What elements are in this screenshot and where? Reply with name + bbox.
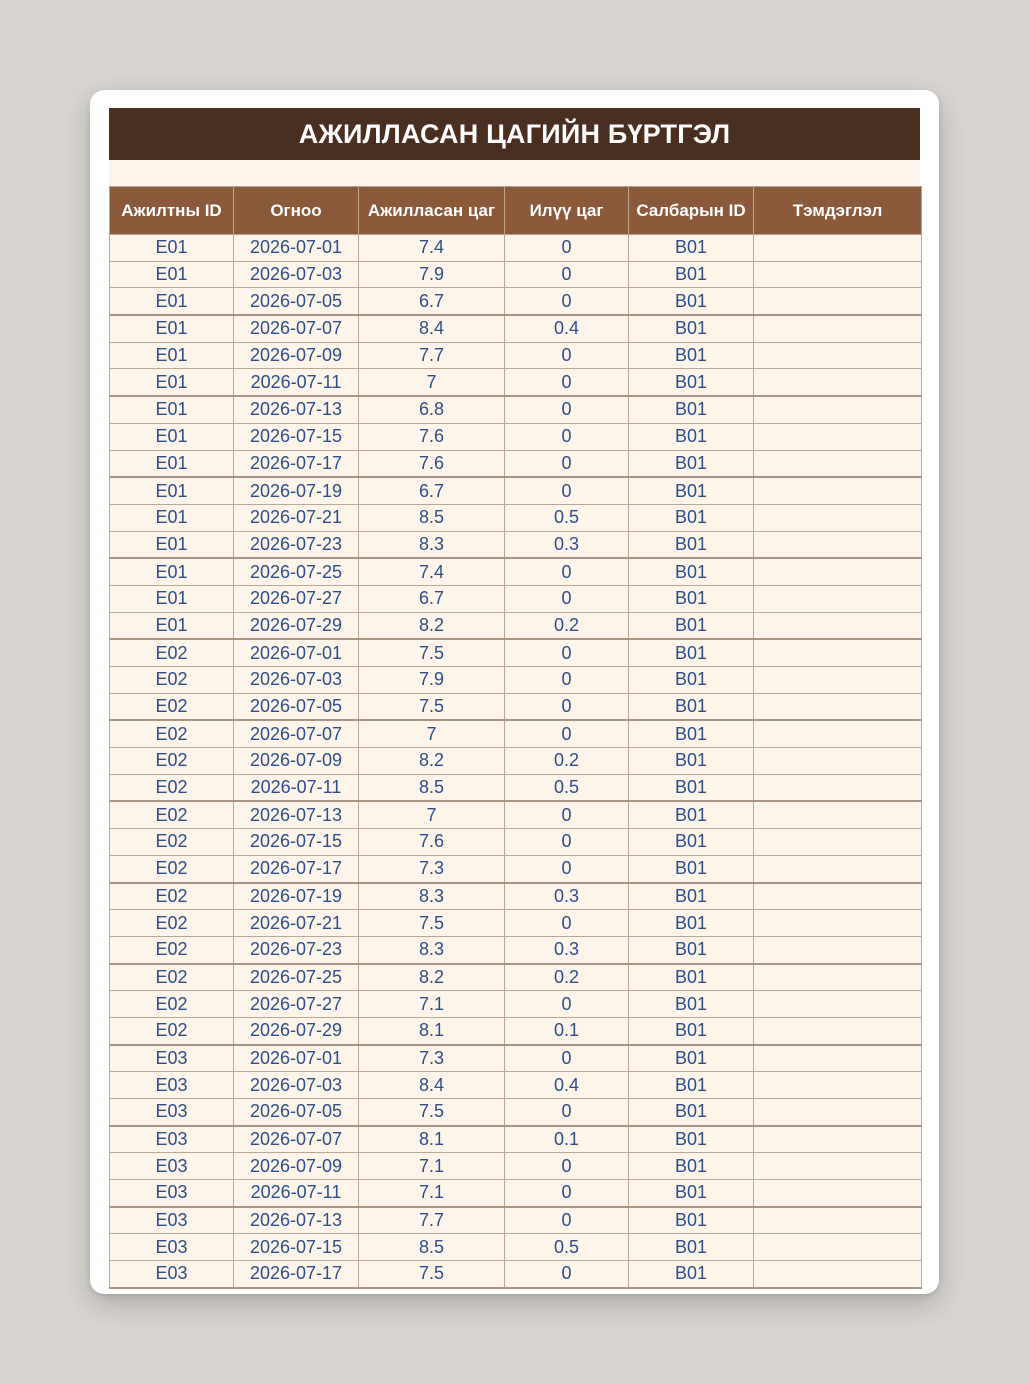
table-row (110, 612, 922, 639)
date-cell[interactable]: 2026-07-17 (234, 450, 359, 477)
table-row (110, 1180, 922, 1207)
branch-id-cell[interactable]: B01 (629, 558, 754, 585)
notes-cell[interactable] (754, 315, 922, 342)
overtime-cell[interactable]: 0 (505, 585, 629, 612)
table-row (110, 423, 922, 450)
date-cell[interactable]: 2026-07-11 (234, 774, 359, 801)
branch-id-cell[interactable]: B01 (629, 1126, 754, 1153)
branch-id-cell[interactable]: B01 (629, 855, 754, 882)
date-cell[interactable]: 2026-07-03 (234, 667, 359, 694)
table-row (110, 450, 922, 477)
branch-id-cell[interactable]: B01 (629, 531, 754, 558)
hours-worked-cell[interactable]: 7.5 (359, 693, 505, 720)
overtime-cell[interactable]: 0 (505, 423, 629, 450)
hours-worked-cell[interactable]: 7.5 (359, 1261, 505, 1288)
date-cell[interactable]: 2026-07-21 (234, 910, 359, 937)
overtime-cell[interactable]: 0 (505, 235, 629, 262)
date-cell[interactable]: 2026-07-25 (234, 558, 359, 585)
date-cell[interactable]: 2026-07-01 (234, 639, 359, 666)
employee-id-cell[interactable]: E01 (110, 288, 234, 315)
date-cell[interactable]: 2026-07-19 (234, 477, 359, 504)
notes-cell[interactable] (754, 1072, 922, 1099)
branch-id-cell[interactable]: B01 (629, 261, 754, 288)
table-row (110, 1207, 922, 1234)
employee-id-cell[interactable]: E03 (110, 1099, 234, 1126)
notes-cell[interactable] (754, 450, 922, 477)
branch-id-cell[interactable]: B01 (629, 910, 754, 937)
branch-id-cell[interactable]: B01 (629, 720, 754, 747)
table-row (110, 1045, 922, 1072)
worksheet-page (90, 90, 939, 1294)
work-hours-table (109, 186, 922, 1289)
employee-id-cell[interactable]: E02 (110, 720, 234, 747)
employee-id-cell[interactable]: E01 (110, 315, 234, 342)
date-cell[interactable]: 2026-07-19 (234, 883, 359, 910)
notes-cell[interactable] (754, 667, 922, 694)
notes-cell[interactable] (754, 423, 922, 450)
employee-id-cell[interactable]: E03 (110, 1234, 234, 1261)
hours-worked-cell[interactable]: 8.1 (359, 1126, 505, 1153)
date-cell[interactable]: 2026-07-15 (234, 1234, 359, 1261)
overtime-cell[interactable]: 0 (505, 693, 629, 720)
overtime-cell[interactable]: 0 (505, 450, 629, 477)
overtime-cell[interactable]: 0.5 (505, 504, 629, 531)
date-cell[interactable]: 2026-07-21 (234, 504, 359, 531)
notes-cell[interactable] (754, 558, 922, 585)
hours-worked-cell[interactable]: 8.2 (359, 612, 505, 639)
hours-worked-cell[interactable]: 7.9 (359, 261, 505, 288)
branch-id-cell[interactable]: B01 (629, 639, 754, 666)
table-row (110, 1017, 922, 1044)
employee-id-cell[interactable]: E02 (110, 883, 234, 910)
table-row (110, 1126, 922, 1153)
branch-id-cell[interactable]: B01 (629, 1207, 754, 1234)
date-cell[interactable]: 2026-07-29 (234, 612, 359, 639)
employee-id-cell[interactable]: E02 (110, 1017, 234, 1044)
overtime-cell[interactable]: 0.2 (505, 748, 629, 775)
branch-id-cell[interactable]: B01 (629, 1234, 754, 1261)
table-row (110, 883, 922, 910)
table-row (110, 504, 922, 531)
branch-id-cell[interactable]: B01 (629, 883, 754, 910)
hours-worked-cell[interactable]: 7.3 (359, 1045, 505, 1072)
employee-id-cell[interactable]: E03 (110, 1045, 234, 1072)
overtime-cell[interactable]: 0 (505, 1099, 629, 1126)
hours-worked-cell[interactable]: 8.5 (359, 774, 505, 801)
hours-worked-cell[interactable]: 7.7 (359, 1207, 505, 1234)
overtime-cell[interactable]: 0 (505, 720, 629, 747)
notes-cell[interactable] (754, 261, 922, 288)
date-cell[interactable]: 2026-07-09 (234, 748, 359, 775)
branch-id-cell[interactable]: B01 (629, 342, 754, 369)
overtime-cell[interactable]: 0 (505, 477, 629, 504)
overtime-cell[interactable]: 0 (505, 342, 629, 369)
employee-id-cell[interactable]: E02 (110, 748, 234, 775)
overtime-cell[interactable]: 0 (505, 396, 629, 423)
hours-worked-cell[interactable]: 6.7 (359, 585, 505, 612)
col-header-overtime[interactable]: Илүү цаг (505, 187, 629, 235)
employee-id-cell[interactable]: E03 (110, 1072, 234, 1099)
employee-id-cell[interactable]: E02 (110, 693, 234, 720)
branch-id-cell[interactable]: B01 (629, 585, 754, 612)
table-header-row (110, 187, 922, 235)
overtime-cell[interactable]: 0 (505, 261, 629, 288)
hours-worked-cell[interactable]: 6.8 (359, 396, 505, 423)
table-row (110, 667, 922, 694)
employee-id-cell[interactable]: E02 (110, 639, 234, 666)
table-row (110, 693, 922, 720)
notes-cell[interactable] (754, 829, 922, 856)
hours-worked-cell[interactable]: 7.5 (359, 639, 505, 666)
notes-cell[interactable] (754, 720, 922, 747)
date-cell[interactable]: 2026-07-05 (234, 288, 359, 315)
overtime-cell[interactable]: 0.1 (505, 1126, 629, 1153)
col-header-branch-id[interactable]: Салбарын ID (629, 187, 754, 235)
date-cell[interactable]: 2026-07-27 (234, 991, 359, 1018)
notes-cell[interactable] (754, 369, 922, 396)
hours-worked-cell[interactable]: 7.4 (359, 235, 505, 262)
date-cell[interactable]: 2026-07-11 (234, 369, 359, 396)
date-cell[interactable]: 2026-07-07 (234, 1126, 359, 1153)
hours-worked-cell[interactable]: 8.4 (359, 1072, 505, 1099)
hours-worked-cell[interactable]: 7.5 (359, 910, 505, 937)
notes-cell[interactable] (754, 801, 922, 828)
hours-worked-cell[interactable]: 6.7 (359, 477, 505, 504)
overtime-cell[interactable]: 0.3 (505, 531, 629, 558)
branch-id-cell[interactable]: B01 (629, 315, 754, 342)
branch-id-cell[interactable]: B01 (629, 450, 754, 477)
table-row (110, 531, 922, 558)
hours-worked-cell[interactable]: 7.1 (359, 991, 505, 1018)
hours-worked-cell[interactable]: 8.3 (359, 883, 505, 910)
overtime-cell[interactable]: 0.5 (505, 774, 629, 801)
notes-cell[interactable] (754, 910, 922, 937)
notes-cell[interactable] (754, 504, 922, 531)
employee-id-cell[interactable]: E02 (110, 829, 234, 856)
notes-cell[interactable] (754, 1261, 922, 1288)
table-row (110, 558, 922, 585)
employee-id-cell[interactable]: E01 (110, 558, 234, 585)
date-cell[interactable]: 2026-07-25 (234, 964, 359, 991)
branch-id-cell[interactable]: B01 (629, 748, 754, 775)
table-row (110, 829, 922, 856)
employee-id-cell[interactable]: E01 (110, 504, 234, 531)
hours-worked-cell[interactable]: 7.9 (359, 667, 505, 694)
notes-cell[interactable] (754, 1099, 922, 1126)
branch-id-cell[interactable]: B01 (629, 693, 754, 720)
branch-id-cell[interactable]: B01 (629, 1153, 754, 1180)
employee-id-cell[interactable]: E01 (110, 261, 234, 288)
hours-worked-cell[interactable]: 6.7 (359, 288, 505, 315)
table-row (110, 369, 922, 396)
employee-id-cell[interactable]: E02 (110, 964, 234, 991)
notes-cell[interactable] (754, 1045, 922, 1072)
notes-cell[interactable] (754, 1207, 922, 1234)
table-body (110, 235, 922, 1288)
overtime-cell[interactable]: 0 (505, 558, 629, 585)
overtime-cell[interactable]: 0.3 (505, 936, 629, 963)
overtime-cell[interactable]: 0 (505, 639, 629, 666)
table-row (110, 1261, 922, 1288)
employee-id-cell[interactable]: E01 (110, 585, 234, 612)
date-cell[interactable]: 2026-07-17 (234, 1261, 359, 1288)
employee-id-cell[interactable]: E03 (110, 1261, 234, 1288)
table-row (110, 261, 922, 288)
table-row (110, 748, 922, 775)
notes-cell[interactable] (754, 964, 922, 991)
hours-worked-cell[interactable]: 8.5 (359, 504, 505, 531)
date-cell[interactable]: 2026-07-01 (234, 235, 359, 262)
date-cell[interactable]: 2026-07-11 (234, 1180, 359, 1207)
branch-id-cell[interactable]: B01 (629, 774, 754, 801)
employee-id-cell[interactable]: E02 (110, 855, 234, 882)
date-cell[interactable]: 2026-07-13 (234, 801, 359, 828)
notes-cell[interactable] (754, 1126, 922, 1153)
hours-worked-cell[interactable]: 7.6 (359, 423, 505, 450)
overtime-cell[interactable]: 0.2 (505, 612, 629, 639)
notes-cell[interactable] (754, 1234, 922, 1261)
employee-id-cell[interactable]: E01 (110, 531, 234, 558)
overtime-cell[interactable]: 0 (505, 910, 629, 937)
employee-id-cell[interactable]: E03 (110, 1180, 234, 1207)
employee-id-cell[interactable]: E01 (110, 396, 234, 423)
notes-cell[interactable] (754, 396, 922, 423)
branch-id-cell[interactable]: B01 (629, 1261, 754, 1288)
date-cell[interactable]: 2026-07-23 (234, 936, 359, 963)
notes-cell[interactable] (754, 774, 922, 801)
employee-id-cell[interactable]: E03 (110, 1153, 234, 1180)
table-row (110, 991, 922, 1018)
hours-worked-cell[interactable]: 7.4 (359, 558, 505, 585)
hours-worked-cell[interactable]: 7.5 (359, 1099, 505, 1126)
hours-worked-cell[interactable]: 8.3 (359, 531, 505, 558)
date-cell[interactable]: 2026-07-13 (234, 1207, 359, 1234)
employee-id-cell[interactable]: E02 (110, 910, 234, 937)
overtime-cell[interactable]: 0.1 (505, 1017, 629, 1044)
overtime-cell[interactable]: 0 (505, 369, 629, 396)
hours-worked-cell[interactable]: 7.3 (359, 855, 505, 882)
overtime-cell[interactable]: 0 (505, 855, 629, 882)
branch-id-cell[interactable]: B01 (629, 936, 754, 963)
notes-cell[interactable] (754, 883, 922, 910)
employee-id-cell[interactable]: E02 (110, 801, 234, 828)
date-cell[interactable]: 2026-07-03 (234, 261, 359, 288)
overtime-cell[interactable]: 0 (505, 1207, 629, 1234)
table-row (110, 342, 922, 369)
table-row (110, 774, 922, 801)
overtime-cell[interactable]: 0 (505, 991, 629, 1018)
employee-id-cell[interactable]: E01 (110, 235, 234, 262)
hours-worked-cell[interactable]: 8.3 (359, 936, 505, 963)
branch-id-cell[interactable]: B01 (629, 612, 754, 639)
branch-id-cell[interactable]: B01 (629, 1180, 754, 1207)
branch-id-cell[interactable]: B01 (629, 423, 754, 450)
table-row (110, 288, 922, 315)
overtime-cell[interactable]: 0.2 (505, 964, 629, 991)
hours-worked-cell[interactable]: 8.2 (359, 964, 505, 991)
table-row (110, 801, 922, 828)
date-cell[interactable]: 2026-07-05 (234, 693, 359, 720)
overtime-cell[interactable]: 0 (505, 1153, 629, 1180)
table-row (110, 936, 922, 963)
branch-id-cell[interactable]: B01 (629, 1072, 754, 1099)
branch-id-cell[interactable]: B01 (629, 1045, 754, 1072)
branch-id-cell[interactable]: B01 (629, 667, 754, 694)
table-row (110, 1234, 922, 1261)
hours-worked-cell[interactable]: 7 (359, 369, 505, 396)
date-cell[interactable]: 2026-07-09 (234, 342, 359, 369)
notes-cell[interactable] (754, 639, 922, 666)
notes-cell[interactable] (754, 342, 922, 369)
notes-cell[interactable] (754, 1153, 922, 1180)
notes-cell[interactable] (754, 235, 922, 262)
table-row (110, 855, 922, 882)
overtime-cell[interactable]: 0 (505, 1045, 629, 1072)
employee-id-cell[interactable]: E01 (110, 423, 234, 450)
date-cell[interactable]: 2026-07-07 (234, 315, 359, 342)
date-cell[interactable]: 2026-07-15 (234, 829, 359, 856)
notes-cell[interactable] (754, 693, 922, 720)
sheet-title: АЖИЛЛАСАН ЦАГИЙН БҮРТГЭЛ (109, 108, 920, 160)
overtime-cell[interactable]: 0.5 (505, 1234, 629, 1261)
notes-cell[interactable] (754, 1180, 922, 1207)
col-header-date[interactable]: Огноо (234, 187, 359, 235)
notes-cell[interactable] (754, 936, 922, 963)
hours-worked-cell[interactable]: 8.5 (359, 1234, 505, 1261)
notes-cell[interactable] (754, 1017, 922, 1044)
branch-id-cell[interactable]: B01 (629, 964, 754, 991)
date-cell[interactable]: 2026-07-13 (234, 396, 359, 423)
date-cell[interactable]: 2026-07-09 (234, 1153, 359, 1180)
branch-id-cell[interactable]: B01 (629, 235, 754, 262)
hours-worked-cell[interactable]: 8.2 (359, 748, 505, 775)
employee-id-cell[interactable]: E01 (110, 612, 234, 639)
branch-id-cell[interactable]: B01 (629, 801, 754, 828)
overtime-cell[interactable]: 0.4 (505, 1072, 629, 1099)
date-cell[interactable]: 2026-07-03 (234, 1072, 359, 1099)
date-cell[interactable]: 2026-07-07 (234, 720, 359, 747)
notes-cell[interactable] (754, 855, 922, 882)
branch-id-cell[interactable]: B01 (629, 396, 754, 423)
notes-cell[interactable] (754, 991, 922, 1018)
date-cell[interactable]: 2026-07-01 (234, 1045, 359, 1072)
table-row (110, 639, 922, 666)
table-row (110, 964, 922, 991)
employee-id-cell[interactable]: E02 (110, 667, 234, 694)
hours-worked-cell[interactable]: 7.6 (359, 450, 505, 477)
employee-id-cell[interactable]: E03 (110, 1126, 234, 1153)
table-row (110, 720, 922, 747)
employee-id-cell[interactable]: E02 (110, 774, 234, 801)
employee-id-cell[interactable]: E01 (110, 477, 234, 504)
notes-cell[interactable] (754, 531, 922, 558)
table-row (110, 477, 922, 504)
branch-id-cell[interactable]: B01 (629, 829, 754, 856)
branch-id-cell[interactable]: B01 (629, 477, 754, 504)
overtime-cell[interactable]: 0 (505, 801, 629, 828)
hours-worked-cell[interactable]: 7.6 (359, 829, 505, 856)
overtime-cell[interactable]: 0 (505, 667, 629, 694)
overtime-cell[interactable]: 0 (505, 1180, 629, 1207)
notes-cell[interactable] (754, 477, 922, 504)
branch-id-cell[interactable]: B01 (629, 369, 754, 396)
overtime-cell[interactable]: 0 (505, 829, 629, 856)
employee-id-cell[interactable]: E02 (110, 991, 234, 1018)
table-row (110, 1099, 922, 1126)
table-row (110, 1072, 922, 1099)
employee-id-cell[interactable]: E02 (110, 936, 234, 963)
employee-id-cell[interactable]: E01 (110, 450, 234, 477)
table-row (110, 910, 922, 937)
table-row (110, 1153, 922, 1180)
overtime-cell[interactable]: 0 (505, 288, 629, 315)
employee-id-cell[interactable]: E01 (110, 342, 234, 369)
col-header-employee-id[interactable]: Ажилтны ID (110, 187, 234, 235)
date-cell[interactable]: 2026-07-27 (234, 585, 359, 612)
date-cell[interactable]: 2026-07-05 (234, 1099, 359, 1126)
overtime-cell[interactable]: 0.4 (505, 315, 629, 342)
col-header-hours-worked[interactable]: Ажилласан цаг (359, 187, 505, 235)
hours-worked-cell[interactable]: 7 (359, 720, 505, 747)
title-spacer-row (109, 160, 920, 186)
notes-cell[interactable] (754, 748, 922, 775)
hours-worked-cell[interactable]: 7.1 (359, 1180, 505, 1207)
notes-cell[interactable] (754, 612, 922, 639)
hours-worked-cell[interactable]: 7.1 (359, 1153, 505, 1180)
employee-id-cell[interactable]: E01 (110, 369, 234, 396)
date-cell[interactable]: 2026-07-23 (234, 531, 359, 558)
overtime-cell[interactable]: 0.3 (505, 883, 629, 910)
hours-worked-cell[interactable]: 8.4 (359, 315, 505, 342)
date-cell[interactable]: 2026-07-15 (234, 423, 359, 450)
branch-id-cell[interactable]: B01 (629, 1017, 754, 1044)
overtime-cell[interactable]: 0 (505, 1261, 629, 1288)
table-row (110, 396, 922, 423)
notes-cell[interactable] (754, 585, 922, 612)
date-cell[interactable]: 2026-07-17 (234, 855, 359, 882)
table-row (110, 585, 922, 612)
notes-cell[interactable] (754, 288, 922, 315)
branch-id-cell[interactable]: B01 (629, 1099, 754, 1126)
table-row (110, 315, 922, 342)
table-row (110, 235, 922, 262)
col-header-notes[interactable]: Тэмдэглэл (754, 187, 922, 235)
hours-worked-cell[interactable]: 7.7 (359, 342, 505, 369)
branch-id-cell[interactable]: B01 (629, 504, 754, 531)
employee-id-cell[interactable]: E03 (110, 1207, 234, 1234)
branch-id-cell[interactable]: B01 (629, 991, 754, 1018)
hours-worked-cell[interactable]: 7 (359, 801, 505, 828)
branch-id-cell[interactable]: B01 (629, 288, 754, 315)
date-cell[interactable]: 2026-07-29 (234, 1017, 359, 1044)
hours-worked-cell[interactable]: 8.1 (359, 1017, 505, 1044)
